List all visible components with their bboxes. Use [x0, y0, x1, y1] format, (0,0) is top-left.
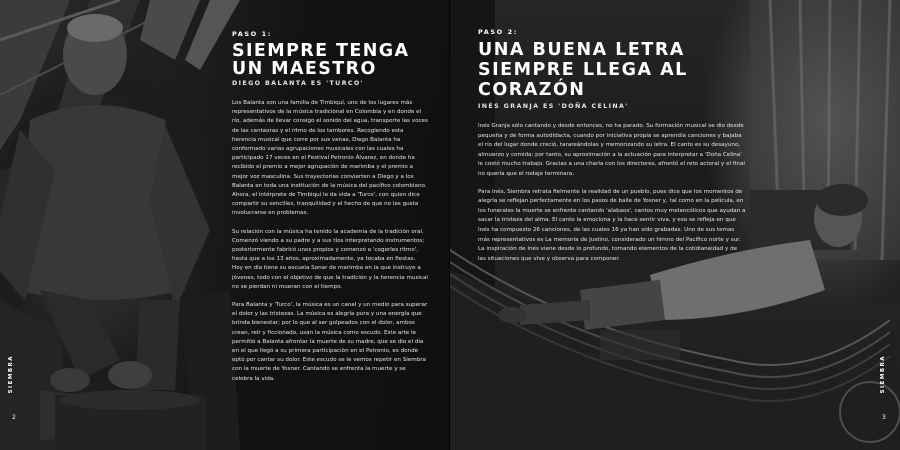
page-number: 2 [12, 414, 16, 421]
article-headline: SIEMPRE TENGA UN MAESTRO [232, 41, 410, 79]
body-paragraph: Para Balanta y 'Turco', la música es un canal y un medio para superar el dolor y las tristezas. La música es alegría pura y una energía que brinda bienestar; por lo que al ser golpeados con el dolor, ambos crean, reír y ficcionado, usan la música como escudo. Este arte le permitió a Balanta afrontar la muerte de su madre, que se dio el día en el que llegó a su primera participación en el Petronio, es donde optó por cantar su dolor. Este escudo se le vemos repetir en Siembra con la muerte de Yosner. Cantando se enfrenta la muerte y se celebra la vida. [232, 302, 428, 382]
article-headline: UNA BUENA LETRA SIEMPRE LLEGA AL CORAZÓN [478, 40, 688, 100]
body-paragraph: Para Inés, Siembra retrata fielmente la realidad de un pueblo, pues dice que los momentos de alegría se reflejan perfectamente en los pasos de baile de Yosner y, tal como en la película, en los funerales la muerte se enfrente cantando 'alabaos', cantos muy melancólicos que ayudan a sacar la tristeza del alma. El canto la emociona y la hace sentir viva, y eso se refleja en que Inés ha compuesto 26 canciones, de las cuales 16 ya han sido grabadas. Uno de sus temas más representativos es La memoria de Justino, considerado un himno del Pacífico norte y sur. La inspiración de Inés viene desde lo profundo, tomando elementos de la cotidianeidad y de las situaciones que vive y observa para componer. [478, 188, 746, 262]
article-byline: DIEGO BALANTA ES 'TURCO' [232, 80, 365, 87]
left-article-column [232, 30, 428, 393]
right-page [450, 0, 900, 450]
body-paragraph: Inés Granja sólo cantando y desde entonces, no ha parado. Su formación musical se dio desde pequeña y de forma autodidacta, cuando por iniciativa propia se aprendía canciones y bajaba el río del lugar donde creció, tarareándolas y memorizando su letra. El canto es su desayuno, almuerzo y comida; por tanto, su aproximación a la actuación para interpretar a 'Doña Celina' le costó mucho trabajo. Gracias a una charla con los directores, afrontó el reto actoral y el final no quería que el rodaje terminara. [478, 123, 745, 177]
right-article-column [478, 28, 746, 272]
article-byline: INÉS GRANJA ES 'DOÑA CELINA' [478, 103, 629, 110]
body-paragraph: Su relación con la música ha tenido la academia de la tradición oral. Comenzó viendo a su padre y a sus tíos interpretando instrumentos; posteriormente fabricó unos propios y comenzó a 'cogerles ritmo', hasta que a los 13 años, aproximadamente, ya tocaba en fiestas. Hoy en día tiene su escuela Sonar de marimba en la que instruye a jóvenes, todo con el objetivo de que la tradición y la herencia musical no se pierdan ni mueran con el tiempo. [232, 228, 428, 290]
magazine-name-tab: SIEMBRA [8, 355, 14, 394]
body-paragraph: Los Balanta son una familia de Timbiquí, uno de los lugares más representativos de la música tradicional en Colombia y en donde el río, además de llevar consigo el sonido del agua, transporte las voces de las cantaoras y el ritmo de los tambores. Recogiendo esta herencia musical que corre por sus venas, Diego Balanta ha conformado varias agrupaciones musicales con las cuales ha participado 17 veces en el Festival Petronio Álvarez, en donde ha recibido el premio a mejor agrupación de marimba y el premio a mejor voz masculina. Sus trayectorias convierten a Diego y a los Balanta en toda una institución de la música del pacífico colombiano. Ahora, el intérprete de Timbiquí le da vida a 'Turco', con quien dice compartir su sencillez, tranquilidad y el hecho de que no les gusta involucrarse en problemas. [232, 100, 428, 217]
step-label: PASO 1: [232, 30, 272, 38]
magazine-name-tab: SIEMBRA [880, 355, 886, 394]
page-number: 3 [882, 414, 886, 421]
step-label: PASO 2: [478, 28, 518, 36]
